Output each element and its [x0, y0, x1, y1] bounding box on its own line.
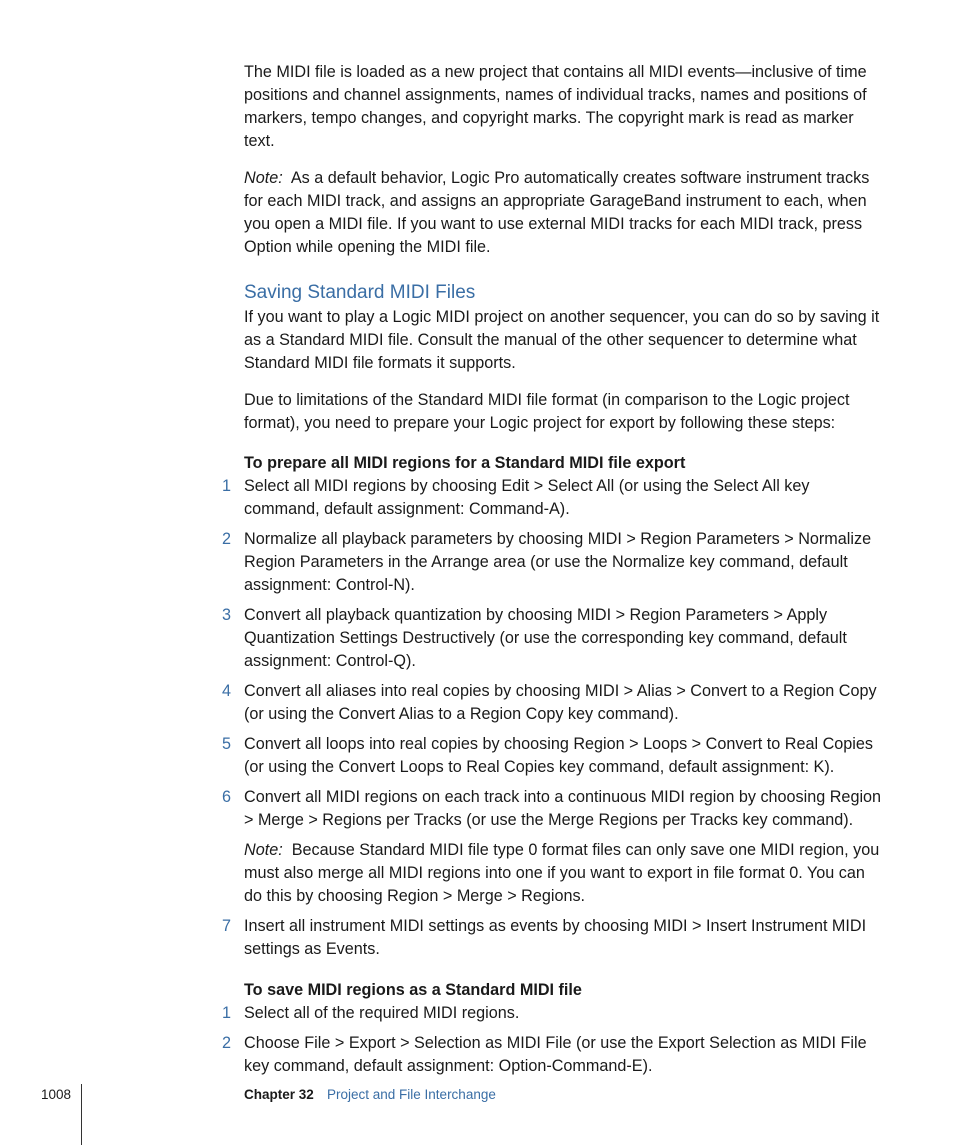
task-title-save: To save MIDI regions as a Standard MIDI file: [244, 981, 582, 999]
page-content: [222, 61, 884, 1085]
note-text: As a default behavior, Logic Pro automatically creates software instrument tracks for each MIDI track, and assigns an appropriate GarageBand instrument to each, when you open a MIDI file. If you want to use external MIDI tracks for each MIDI track, press Option while opening the MIDI file.: [244, 169, 870, 256]
note-text: Because Standard MIDI file type 0 format files can only save one MIDI region, you must also merge all MIDI regions into one if you want to export in file format 0. You can do this by choosing Region > Merge > Regions.: [244, 841, 880, 905]
step-text: Choose File > Export > Selection as MIDI File (or use the Export Selection as MIDI File key command, default assignment: Option-Command-E).: [244, 1034, 867, 1075]
section-paragraph-1: If you want to play a Logic MIDI project on another sequencer, you can do so by saving it as a Standard MIDI file. Consult the manual of the other sequencer to determine what Standard MIDI file formats it supports.: [244, 308, 880, 372]
footer-divider: [81, 1084, 82, 1145]
step-number: 3: [222, 606, 232, 624]
step-number: 4: [222, 682, 232, 700]
step-number: 1: [222, 1004, 232, 1022]
note-label: Note:: [244, 169, 283, 187]
step-number: 1: [222, 477, 232, 495]
section-heading: Saving Standard MIDI Files: [244, 282, 476, 303]
chapter-title: Project and File Interchange: [327, 1087, 496, 1102]
step-text: Convert all loops into real copies by choosing Region > Loops > Convert to Real Copies (or using the Convert Loops to Real Copies key command, default assignment: K).: [244, 735, 873, 776]
step-item: [222, 475, 884, 521]
step-number: 2: [222, 1034, 232, 1052]
step-item: [222, 680, 884, 726]
step-number: 6: [222, 788, 232, 806]
step-text: Insert all instrument MIDI settings as events by choosing MIDI > Insert Instrument MIDI settings as Events.: [244, 917, 867, 958]
step-number: 7: [222, 917, 232, 935]
note-label: Note:: [244, 841, 283, 859]
step-text: Select all MIDI regions by choosing Edit > Select All (or using the Select All key command, default assignment: Command-A).: [244, 477, 810, 518]
step-text: Convert all playback quantization by choosing MIDI > Region Parameters > Apply Quantization Settings Destructively (or use the corresponding key command, default assignment: Control-Q).: [244, 606, 847, 670]
chapter-label: Chapter 32: [244, 1087, 314, 1102]
step-number: 2: [222, 530, 232, 548]
step-note: [244, 839, 884, 908]
step-text: Normalize all playback parameters by choosing MIDI > Region Parameters > Normalize Region Parameters in the Arrange area (or use the Normalize key command, default assignment: Control-N).: [244, 530, 872, 594]
section-paragraph-2: Due to limitations of the Standard MIDI file format (in comparison to the Logic project format), you need to prepare your Logic project for export by following these steps:: [244, 391, 850, 432]
intro-paragraph: The MIDI file is loaded as a new project that contains all MIDI events—inclusive of time positions and channel assignments, names of individual tracks, names and positions of markers, tempo changes, and copyright marks. The copyright mark is read as marker text.: [244, 63, 867, 150]
step-item: [222, 1002, 884, 1025]
step-item: [222, 528, 884, 597]
step-item: [222, 915, 884, 961]
task-title-prepare: To prepare all MIDI regions for a Standard MIDI file export: [244, 454, 686, 472]
step-number: 5: [222, 735, 232, 753]
intro-note: [244, 167, 884, 259]
page-number: 1008: [41, 1087, 72, 1102]
step-text: Convert all aliases into real copies by choosing MIDI > Alias > Convert to a Region Copy (or using the Convert Alias to a Region Copy key command).: [244, 682, 877, 723]
step-item: [222, 786, 884, 832]
step-item: [222, 733, 884, 779]
step-text: Convert all MIDI regions on each track into a continuous MIDI region by choosing Region > Merge > Regions per Tracks (or use the Merge Regions per Tracks key command).: [244, 788, 882, 829]
step-item: [222, 1032, 884, 1078]
step-item: [222, 604, 884, 673]
step-text: Select all of the required MIDI regions.: [244, 1004, 520, 1022]
